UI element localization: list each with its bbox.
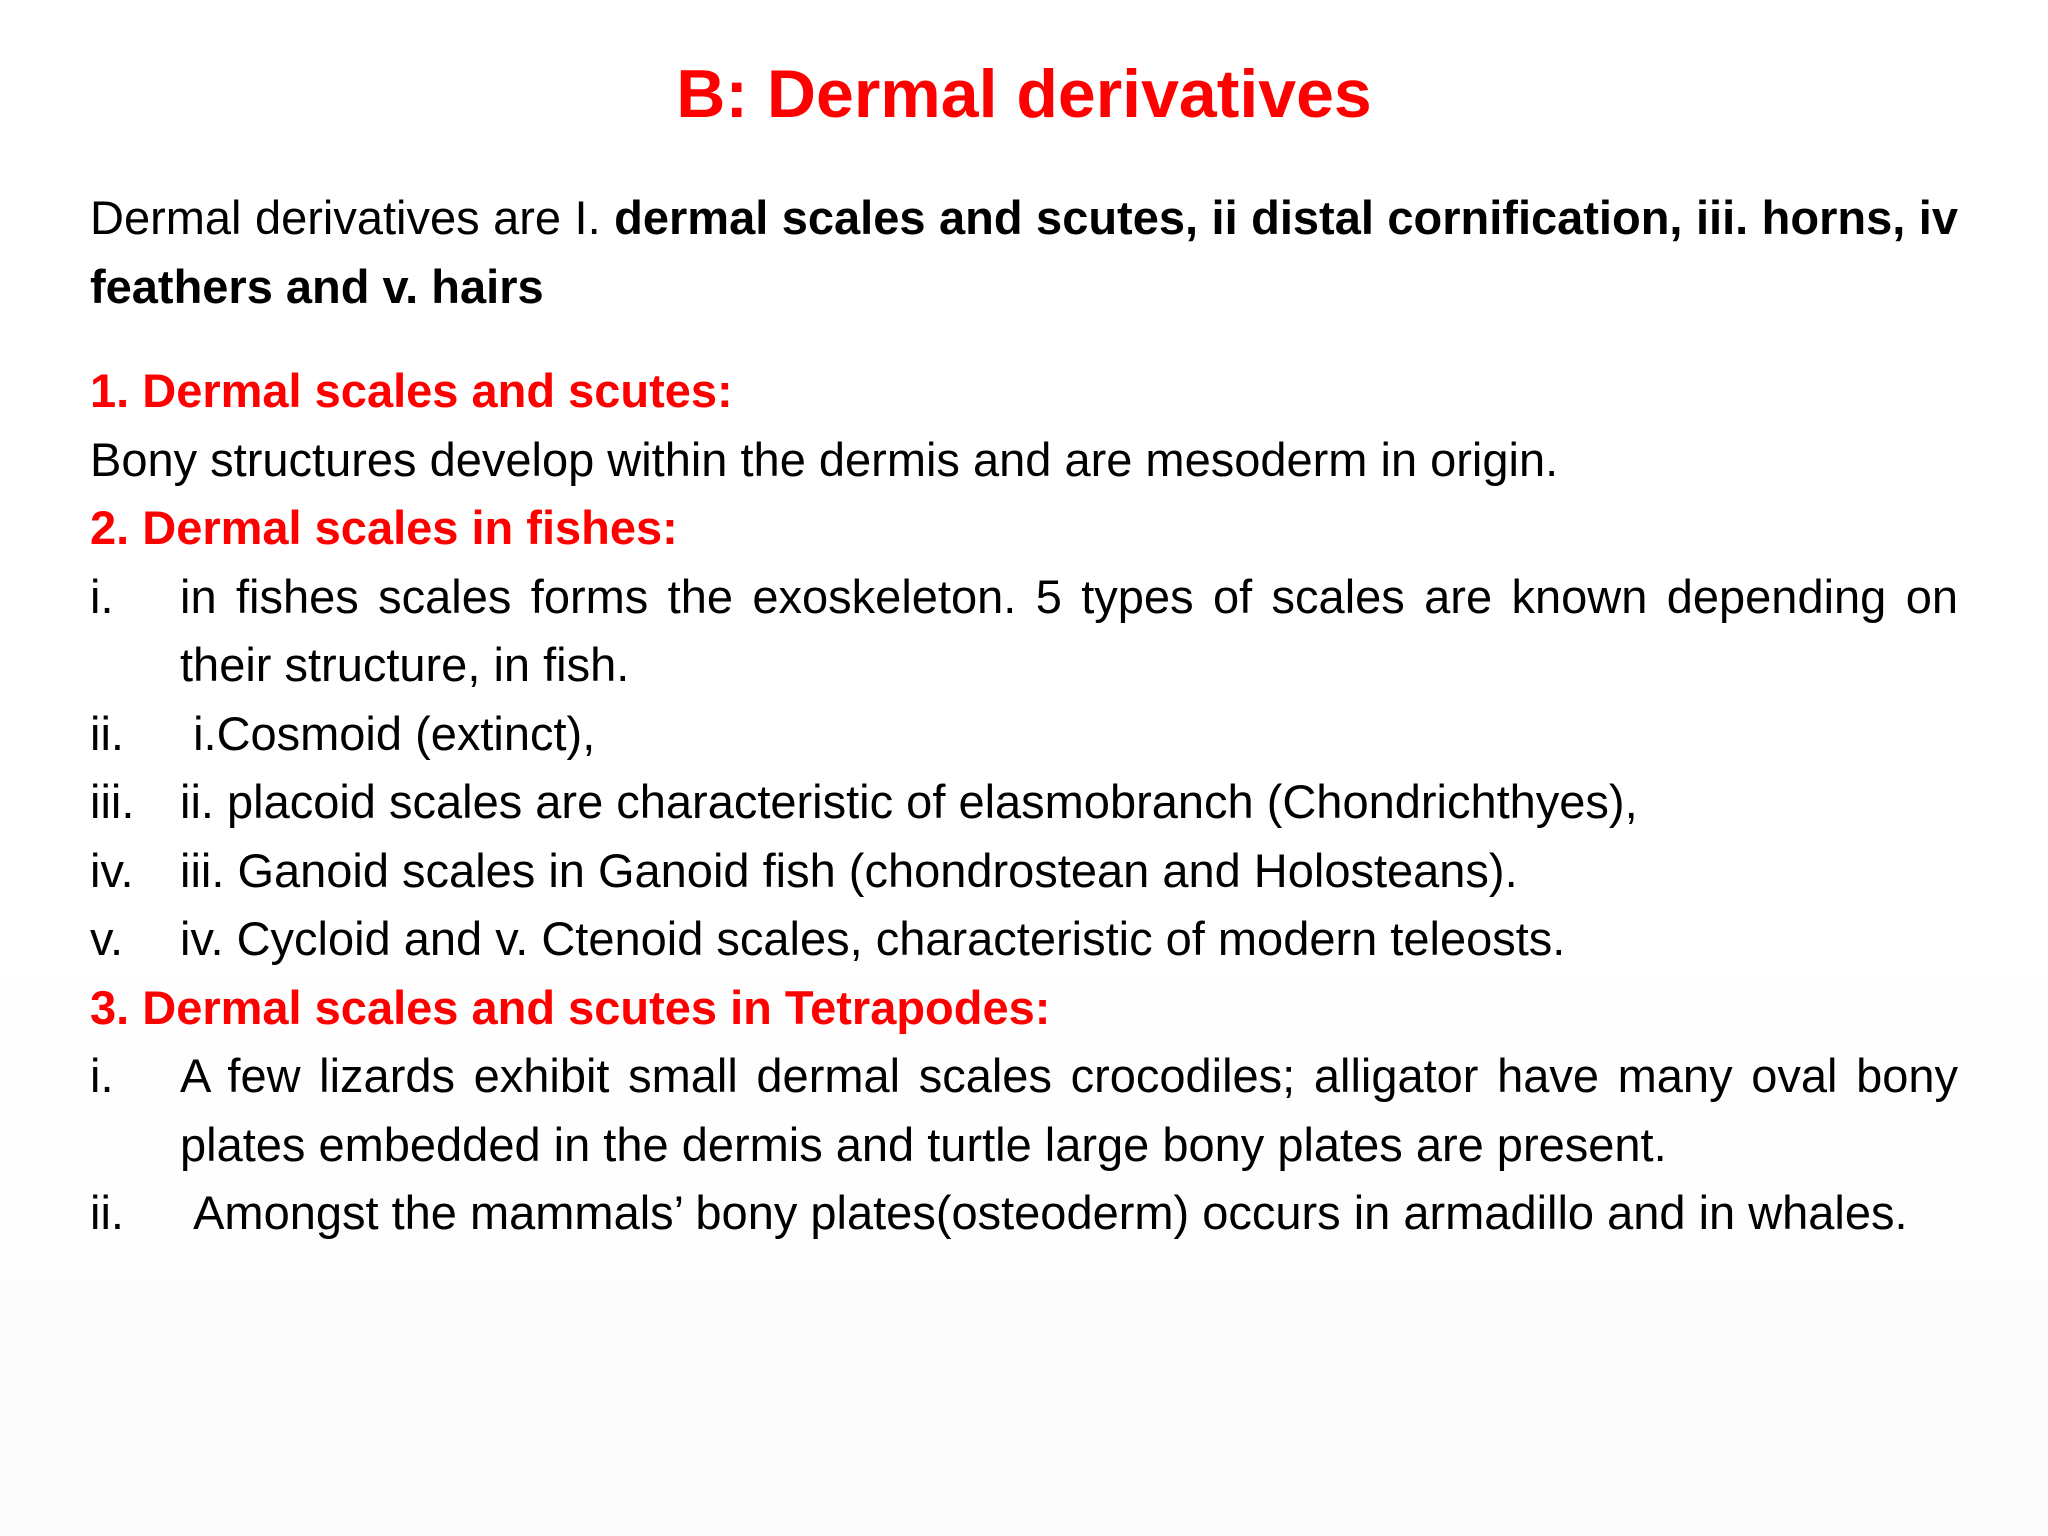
- list-item: [90, 905, 1958, 974]
- list-item-number: ii.: [90, 1186, 124, 1239]
- slide-content: [90, 184, 1958, 1248]
- list-item-number: iii.: [90, 775, 135, 828]
- list-item: [90, 837, 1958, 906]
- list-item-number: ii.: [90, 706, 124, 760]
- section-text: Bony structures develop within the dermis and are mesoderm in origin.: [90, 432, 1559, 486]
- section-dermal-scales-fishes: [90, 494, 1958, 974]
- list-item: [90, 1179, 1958, 1248]
- list-item-text: Amongst the mammals’ bony plates(osteoderm) occurs in armadillo and in whales.: [180, 1186, 1908, 1239]
- intro-plain-text: Dermal derivatives are I.: [90, 191, 615, 244]
- section-dermal-scales-scutes: [90, 357, 1958, 494]
- intro-bold-text: dermal scales and scutes, ii distal cornification, iii. horns, iv feathers and v. hairs: [90, 191, 1958, 313]
- list-item-text: A few lizards exhibit small dermal scales crocodiles; alligator have many oval bony plates embedded in the dermis and turtle large bony plates are present.: [180, 1049, 1958, 1171]
- slide-title: B: Dermal derivatives: [676, 56, 1372, 132]
- section-heading: 2. Dermal scales in fishes:: [90, 501, 678, 554]
- list-item-text: i.Cosmoid (extinct),: [180, 706, 596, 760]
- section-heading: 1. Dermal scales and scutes:: [90, 364, 733, 417]
- list-item: [90, 1042, 1958, 1179]
- intro-paragraph: [90, 184, 1958, 321]
- tetrapod-scales-list: [90, 1042, 1958, 1248]
- list-item-number: i.: [90, 1049, 114, 1102]
- list-item-text: iv. Cycloid and v. Ctenoid scales, characteristic of modern teleosts.: [180, 912, 1566, 965]
- list-item-number: iv.: [90, 843, 134, 897]
- section-dermal-scales-tetrapodes: [90, 974, 1958, 1248]
- fish-scales-list: [90, 563, 1958, 974]
- list-item: [90, 768, 1958, 837]
- section-heading: 3. Dermal scales and scutes in Tetrapodes:: [90, 980, 1051, 1034]
- list-item: [90, 563, 1958, 700]
- list-item-text: in fishes scales forms the exoskeleton. 5 types of scales are known depending on their structure, in fish.: [180, 569, 1958, 691]
- list-item: [90, 700, 1958, 769]
- list-item-number: i.: [90, 569, 114, 623]
- list-item-text: ii. placoid scales are characteristic of elasmobranch (Chondrichthyes),: [180, 775, 1638, 828]
- list-item-number: v.: [90, 912, 124, 965]
- list-item-text: iii. Ganoid scales in Ganoid fish (chondrostean and Holosteans).: [180, 843, 1518, 897]
